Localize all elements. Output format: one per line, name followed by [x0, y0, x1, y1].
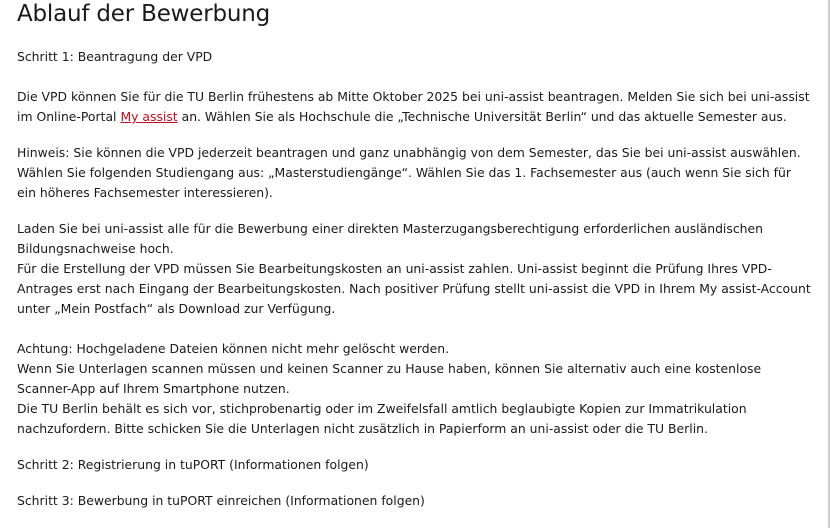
paragraph-text-before-link: Die VPD können Sie für die TU Berlin frühestens ab Mitte Oktober 2025 bei uni-assist beantragen. Melden Sie sich bei uni-assist im Online-Portal [17, 89, 810, 124]
page-title: Ablauf der Bewerbung [17, 1, 271, 27]
paragraph-upload-and-fees [17, 219, 812, 319]
step3-title: Schritt 3: Bewerbung in tuPORT einreichen (Informationen folgen) [17, 493, 425, 508]
my-assist-link[interactable]: My assist [120, 109, 178, 124]
main-content [17, 0, 812, 511]
attention-text: Achtung: Hochgeladene Dateien können nicht mehr gelöscht werden. [17, 341, 450, 356]
step2-title: Schritt 2: Registrierung in tuPORT (Informationen folgen) [17, 457, 369, 472]
fees-instructions-text: Für die Erstellung der VPD müssen Sie Bearbeitungskosten an uni-assist zahlen. Uni-assist beginnt die Prüfung Ihres VPD-Antrages erst nach Eingang der Bearbeitungskosten. Nach positiver Prüfung stellt uni-assist die VPD in Ihrem My assist-Account unter „Mein Postfach“ als Download zur Verfügung. [17, 261, 811, 316]
step1-title: Schritt 1: Beantragung der VPD [17, 49, 213, 64]
paragraph-hint: Hinweis: Sie können die VPD jederzeit beantragen und ganz unabhängig von dem Semester, das Sie bei uni-assist auswählen. Wählen Sie folgenden Studiengang aus: „Masterstudiengänge“. Wählen Sie das 1. Fachsemester aus (auch wenn Sie sich für ein höheres Fachsemester interessieren). [17, 145, 801, 200]
certified-copies-text: Die TU Berlin behält es sich vor, stichprobenartig oder im Zweifelsfall amtlich beglaubigte Kopien zur Immatrikulation nachzufordern. Bitte schicken Sie die Unterlagen nicht zusätzlich in Papierform an uni-assist oder die TU Berlin. [17, 401, 747, 436]
scanner-app-text: Wenn Sie Unterlagen scannen müssen und keinen Scanner zu Hause haben, können Sie alternativ auch eine kostenlose Scanner-App auf Ihrem Smartphone nutzen. [17, 361, 762, 396]
upload-instructions-text: Laden Sie bei uni-assist alle für die Bewerbung einer direkten Masterzugangsberechtigung erforderlichen ausländischen Bildungsnachweise hoch. [17, 221, 763, 256]
paragraph-attention [17, 339, 812, 439]
paragraph-text-after-link: an. Wählen Sie als Hochschule die „Technische Universität Berlin“ und das aktuelle Semester aus. [177, 109, 787, 124]
paragraph-vpd-application [17, 87, 812, 127]
